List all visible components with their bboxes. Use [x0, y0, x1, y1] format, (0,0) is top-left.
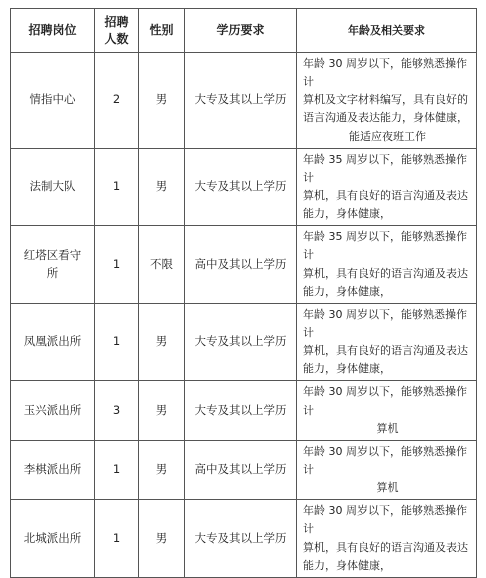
req-line: 算机: [376, 421, 399, 435]
req-line: 年龄 30 周岁以下，能够熟悉操作计: [303, 504, 467, 536]
req-line: 能力，身体健康，: [303, 558, 391, 572]
req-line: 年龄 35 周岁以下，能够熟悉操作计: [303, 230, 467, 262]
cell-count: 1: [95, 440, 139, 499]
req-line: 算机及文字材料编写，具有良好的: [303, 93, 468, 107]
cell-requirements: [297, 500, 477, 578]
cell-gender: 男: [139, 381, 185, 440]
cell-requirements: [297, 226, 477, 304]
req-line: 算机，具有良好的语言沟通及表达: [303, 188, 468, 202]
req-line: 年龄 35 周岁以下，能够熟悉操作计: [303, 152, 467, 184]
cell-education: 大专及其以上学历: [185, 500, 297, 578]
header-requirements: 年龄及相关要求: [297, 9, 477, 53]
cell-requirements: [297, 148, 477, 226]
cell-position: [11, 226, 95, 304]
req-line: 算机，具有良好的语言沟通及表达: [303, 266, 468, 280]
req-line: 能力，身体健康，: [303, 362, 391, 376]
header-education: 学历要求: [185, 9, 297, 53]
req-line: 算机，具有良好的语言沟通及表达: [303, 540, 468, 554]
cell-count: 3: [95, 381, 139, 440]
cell-gender: 男: [139, 148, 185, 226]
cell-count: 1: [95, 500, 139, 578]
cell-position: 李棋派出所: [11, 440, 95, 499]
header-count-line2: 人数: [104, 31, 129, 46]
table-row: [11, 53, 477, 149]
cell-education: 大专及其以上学历: [185, 381, 297, 440]
cell-position: 情指中心: [11, 53, 95, 149]
req-line: 语言沟通及表达能力，身体健康，: [303, 111, 468, 125]
req-line: 年龄 30 周岁以下，能够熟悉操作计: [303, 444, 467, 476]
recruitment-table-container: [10, 8, 477, 578]
req-line: 能适应夜班工作: [349, 129, 426, 143]
req-line: 算机，具有良好的语言沟通及表达: [303, 344, 468, 358]
cell-count: 1: [95, 226, 139, 304]
cell-count: 1: [95, 148, 139, 226]
table-row: [11, 440, 477, 499]
cell-gender: 男: [139, 53, 185, 149]
req-line: 算机: [376, 481, 399, 495]
cell-gender: 男: [139, 440, 185, 499]
cell-position-line2: 所: [46, 265, 59, 280]
cell-position: 凤凰派出所: [11, 303, 95, 381]
cell-requirements: [297, 53, 477, 149]
req-line: 能力，身体健康，: [303, 284, 391, 298]
req-line: 年龄 30 周岁以下，能够熟悉操作计: [303, 57, 467, 89]
table-row: [11, 381, 477, 440]
req-line: 能力，身体健康，: [303, 207, 391, 221]
cell-gender: 不限: [139, 226, 185, 304]
cell-education: 大专及其以上学历: [185, 53, 297, 149]
table-row: [11, 303, 477, 381]
cell-requirements: [297, 303, 477, 381]
cell-count: 2: [95, 53, 139, 149]
header-row: [11, 9, 477, 53]
cell-requirements: [297, 440, 477, 499]
cell-education: 大专及其以上学历: [185, 303, 297, 381]
cell-position: 北城派出所: [11, 500, 95, 578]
cell-education: 高中及其以上学历: [185, 440, 297, 499]
req-line: 年龄 30 周岁以下，能够熟悉操作计: [303, 385, 467, 417]
header-count: [95, 9, 139, 53]
table-row: [11, 148, 477, 226]
table-row: [11, 500, 477, 578]
cell-position: 玉兴派出所: [11, 381, 95, 440]
header-count-line1: 招聘: [104, 15, 129, 30]
cell-count: 1: [95, 303, 139, 381]
cell-position: 法制大队: [11, 148, 95, 226]
cell-gender: 男: [139, 303, 185, 381]
cell-education: 大专及其以上学历: [185, 148, 297, 226]
header-position: 招聘岗位: [11, 9, 95, 53]
cell-gender: 男: [139, 500, 185, 578]
cell-requirements: [297, 381, 477, 440]
cell-position-line1: 红塔区看守: [23, 247, 82, 262]
header-gender: 性别: [139, 9, 185, 53]
req-line: 年龄 30 周岁以下，能够熟悉操作计: [303, 307, 467, 339]
recruitment-table: [10, 8, 477, 578]
cell-education: 高中及其以上学历: [185, 226, 297, 304]
table-row: [11, 226, 477, 304]
